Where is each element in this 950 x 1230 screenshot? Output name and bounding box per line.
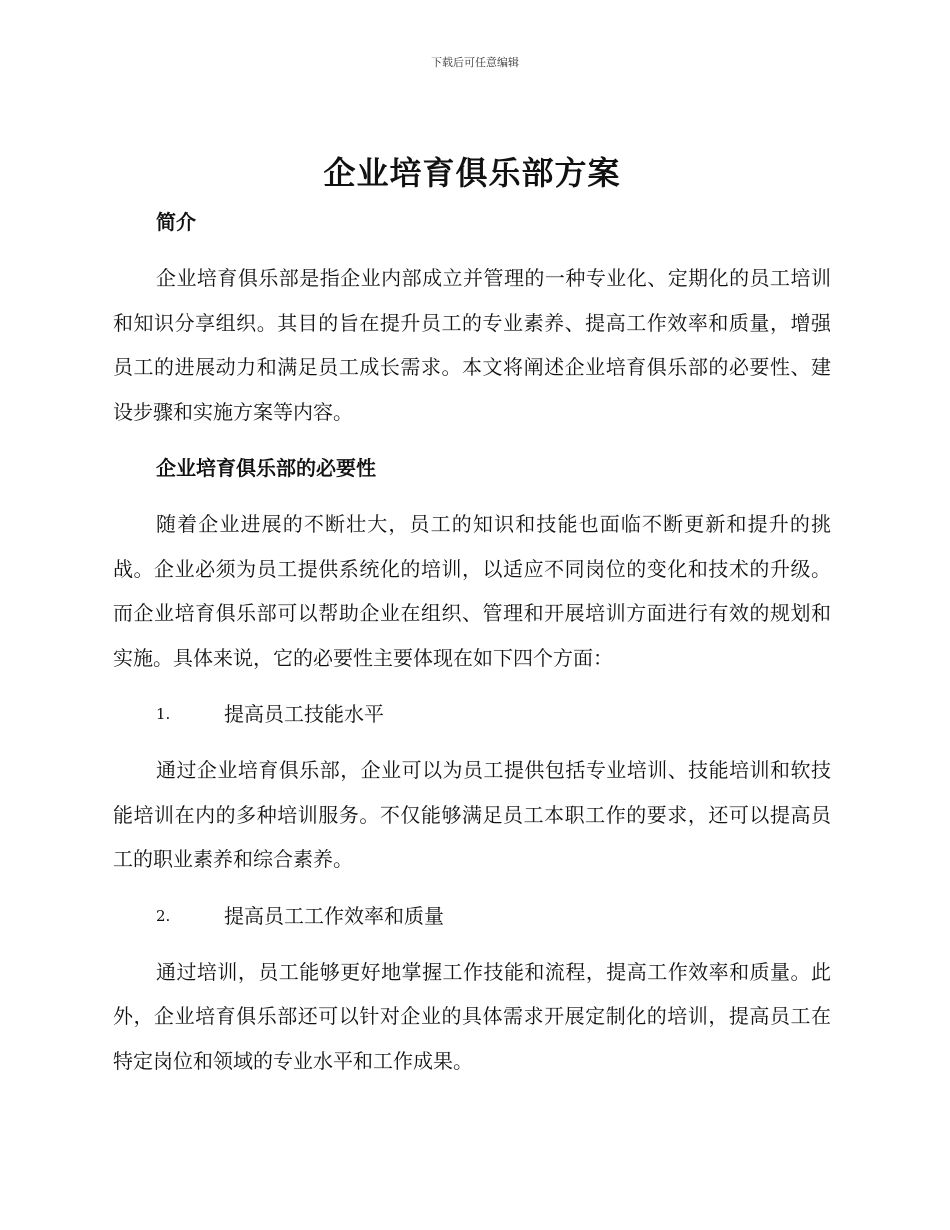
item-2-paragraph: 通过培训，员工能够更好地掌握工作技能和流程，提高工作效率和质量。此外，企业培育俱乐部还可以针对企业的具体需求开展定制化的培训，提高员工在特定岗位和领域的专业水平和工作成果。: [113, 959, 831, 1073]
list-item-2: [113, 894, 831, 938]
header-note: 下载后可任意编辑: [431, 56, 519, 69]
section-heading-necessity: 企业培育俱乐部的必要性: [156, 456, 376, 480]
list-item-label: 提高员工工作效率和质量: [224, 903, 444, 928]
list-number: 1.: [156, 705, 171, 723]
list-number: 2.: [156, 906, 171, 925]
necessity-paragraph: 随着企业进展的不断壮大，员工的知识和技能也面临不断更新和提升的挑战。企业必须为员工提供系统化的培训，以适应不同岗位的变化和技术的升级。而企业培育俱乐部可以帮助企业在组织、管理和开展培训方面进行有效的规划和实施。具体来说，它的必要性主要体现在如下四个方面：: [113, 512, 831, 670]
list-item-1: [113, 692, 831, 736]
list-item-label: 提高员工技能水平: [224, 702, 384, 726]
section-heading-intro: 简介: [156, 210, 196, 234]
item-1-paragraph: 通过企业培育俱乐部，企业可以为员工提供包括专业培训、技能培训和软技能培训在内的多种培训服务。不仅能够满足员工本职工作的要求，还可以提高员工的职业素养和综合素养。: [113, 758, 831, 871]
document-body: [113, 148, 831, 1095]
document-title: 企业培育俱乐部方案: [323, 154, 621, 192]
intro-paragraph: 企业培育俱乐部是指企业内部成立并管理的一种专业化、定期化的员工培训和知识分享组织。其目的旨在提升员工的专业素养、提高工作效率和质量，增强员工的进展动力和满足员工成长需求。本文将阐述企业培育俱乐部的必要性、建设步骤和实施方案等内容。: [113, 266, 831, 424]
